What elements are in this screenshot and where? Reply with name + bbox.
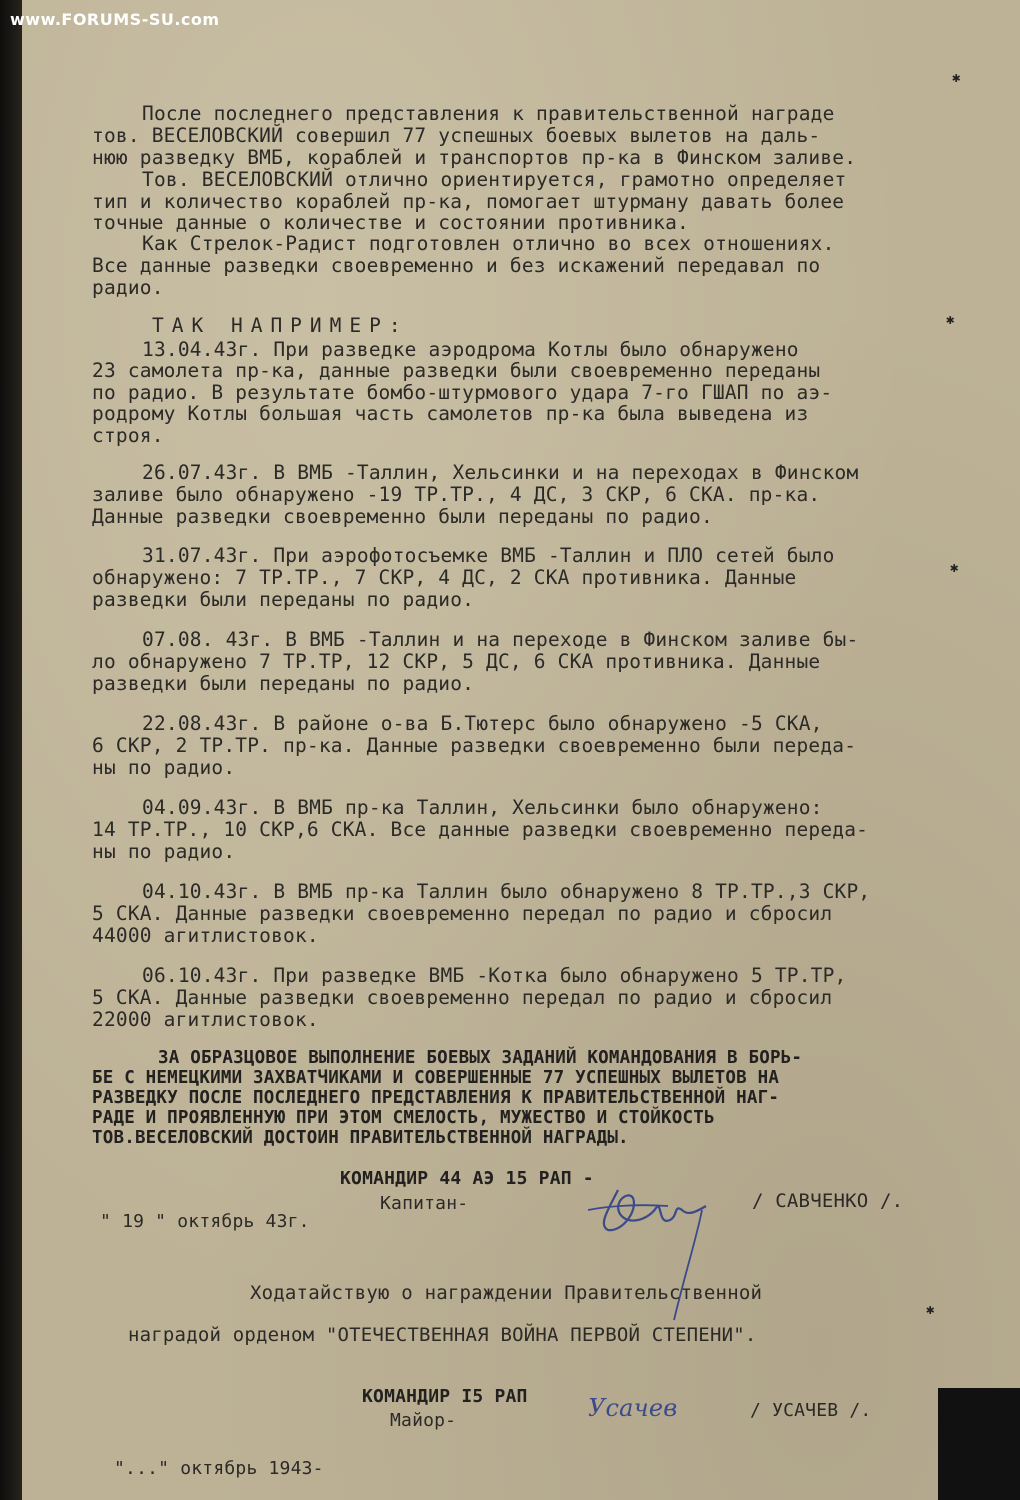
example-line: разведки были переданы по радио. xyxy=(92,672,475,695)
intro-line: радио. xyxy=(92,276,164,299)
site-watermark: www.FORUMS-SU.com xyxy=(10,10,220,29)
ink-mark: ✱ xyxy=(926,1302,935,1318)
intro-line: точные данные о количестве и состоянии противника. xyxy=(92,211,689,234)
example-line: заливе было обнаружено -19 ТР.ТР., 4 ДС, 3 СКР, 6 СКА. пр-ка. xyxy=(92,483,821,506)
example-line: 5 СКА. Данные разведки своевременно передал по радио и сбросил xyxy=(92,902,833,925)
example-line: строя. xyxy=(92,424,164,447)
example-line: 26.07.43г. В ВМБ -Таллин, Хельсинки и на переходах в Финском xyxy=(142,461,859,484)
example-line: 22.08.43г. В районе о-ва Б.Тютерс было обнаружено -5 СКА, xyxy=(142,712,823,735)
intro-line: тип и количество кораблей пр-ка, помогает штурману давать более xyxy=(92,190,845,213)
commander-2-rank: Майор- xyxy=(390,1410,457,1431)
ink-mark: ✱ xyxy=(950,560,959,576)
example-line: 14 ТР.ТР., 10 СКР,6 СКА. Все данные разведки своевременно переда- xyxy=(92,818,869,841)
ink-mark: ✱ xyxy=(952,70,961,86)
ink-mark: ✱ xyxy=(946,312,955,328)
example-line: ны по радио. xyxy=(92,840,236,863)
conclusion-line: РАДЕ И ПРОЯВЛЕННУЮ ПРИ ЭТОМ СМЕЛОСТЬ, МУЖЕСТВО И СТОЙКОСТЬ xyxy=(92,1108,715,1128)
document-date-2: "..." октябрь 1943- xyxy=(114,1458,324,1479)
example-line: 31.07.43г. При аэрофотосъемке ВМБ -Таллин и ПЛО сетей было xyxy=(142,544,835,567)
intro-line: Все данные разведки своевременно и без искажений передавал по xyxy=(92,254,821,277)
example-line: ны по радио. xyxy=(92,756,236,779)
savchenko-signature xyxy=(578,1170,738,1330)
intro-line: нюю разведку ВМБ, кораблей и транспортов пр-ка в Финском заливе. xyxy=(92,146,857,169)
conclusion-line: ЗА ОБРАЗЦОВОЕ ВЫПОЛНЕНИЕ БОЕВЫХ ЗАДАНИЙ КОМАНДОВАНИЯ В БОРЬ- xyxy=(158,1048,803,1068)
example-line: 5 СКА. Данные разведки своевременно передал по радио и сбросил xyxy=(92,986,833,1009)
commander-1-rank: Капитан- xyxy=(380,1193,469,1214)
petition-line-1: Ходатайствую о награждении Правительственной xyxy=(250,1282,763,1304)
commander-1-title: КОМАНДИР 44 АЭ 15 РАП - xyxy=(340,1168,594,1189)
example-line: 13.04.43г. При разведке аэродрома Котлы было обнаружено xyxy=(142,338,799,361)
scan-corner-shadow xyxy=(938,1388,1020,1500)
example-line: 44000 агитлистовок. xyxy=(92,924,319,947)
example-line: 07.08. 43г. В ВМБ -Таллин и на переходе в Финском заливе бы- xyxy=(142,628,859,651)
example-line: 06.10.43г. При разведке ВМБ -Котка было обнаружено 5 ТР.ТР, xyxy=(142,964,847,987)
document-date-1: " 19 " октябрь 43г. xyxy=(100,1211,310,1232)
example-line: разведки были переданы по радио. xyxy=(92,588,475,611)
scan-left-edge xyxy=(0,0,24,1500)
intro-line: После последнего представления к правительственной награде xyxy=(142,102,835,125)
commander-1-name: / САВЧЕНКО /. xyxy=(752,1190,904,1212)
example-line: обнаружено: 7 ТР.ТР., 7 СКР, 4 ДС, 2 СКА противника. Данные xyxy=(92,566,797,589)
examples-heading: ТАК НАПРИМЕР: xyxy=(152,314,409,337)
intro-line: Тов. ВЕСЕЛОВСКИЙ отлично ориентируется, грамотно определяет xyxy=(142,168,847,191)
usachev-signature: Усачев xyxy=(588,1394,678,1422)
example-line: родрому Котлы большая часть самолетов пр-ка была выведена из xyxy=(92,402,809,425)
example-line: 22000 агитлистовок. xyxy=(92,1008,319,1031)
conclusion-line: БЕ С НЕМЕЦКИМИ ЗАХВАТЧИКАМИ И СОВЕРШЕННЫЕ 77 УСПЕШНЫХ ВЫЛЕТОВ НА xyxy=(92,1068,780,1088)
example-line: 6 СКР, 2 ТР.ТР. пр-ка. Данные разведки своевременно были переда- xyxy=(92,734,857,757)
commander-2-name: / УСАЧЕВ /. xyxy=(750,1400,872,1421)
example-line: 23 самолета пр-ка, данные разведки были своевременно переданы xyxy=(92,359,821,382)
example-line: Данные разведки своевременно были переданы по радио. xyxy=(92,505,713,528)
conclusion-line: РАЗВЕДКУ ПОСЛЕ ПОСЛЕДНЕГО ПРЕДСТАВЛЕНИЯ К ПРАВИТЕЛЬСТВЕННОЙ НАГ- xyxy=(92,1088,780,1108)
petition-line-2: наградой орденом "ОТЕЧЕСТВЕННАЯ ВОЙНА ПЕРВОЙ СТЕПЕНИ". xyxy=(128,1324,757,1346)
intro-line: Как Стрелок-Радист подготовлен отлично во всех отношениях. xyxy=(142,232,835,255)
example-line: 04.09.43г. В ВМБ пр-ка Таллин, Хельсинки было обнаружено: xyxy=(142,796,823,819)
intro-line: тов. ВЕСЕЛОВСКИЙ совершил 77 успешных боевых вылетов на даль- xyxy=(92,124,821,147)
conclusion-line: ТОВ.ВЕСЕЛОВСКИЙ ДОСТОИН ПРАВИТЕЛЬСТВЕННОЙ НАГРАДЫ. xyxy=(92,1128,629,1148)
example-line: ло обнаружено 7 ТР.ТР, 12 СКР, 5 ДС, 6 СКА противника. Данные xyxy=(92,650,821,673)
commander-2-title: КОМАНДИР I5 РАП xyxy=(362,1386,528,1407)
example-line: по радио. В результате бомбо-штурмового удара 7-го ГШАП по аэ- xyxy=(92,381,833,404)
example-line: 04.10.43г. В ВМБ пр-ка Таллин было обнаружено 8 ТР.ТР.,3 СКР, xyxy=(142,880,871,903)
